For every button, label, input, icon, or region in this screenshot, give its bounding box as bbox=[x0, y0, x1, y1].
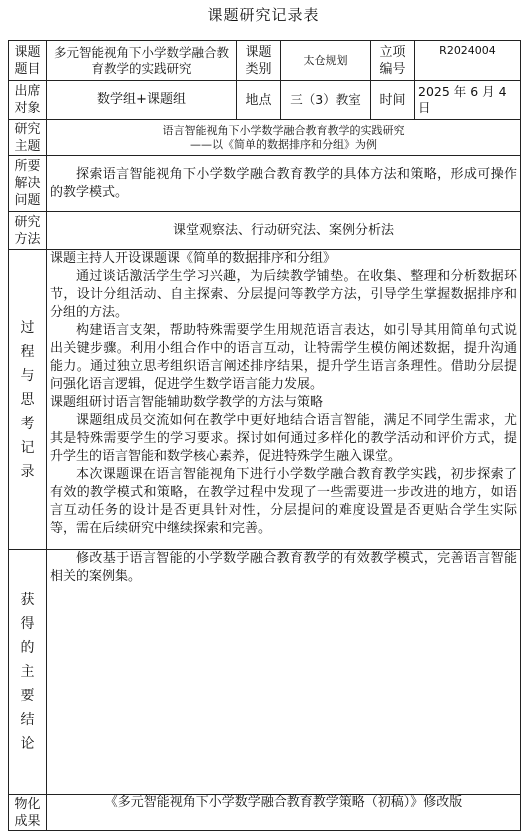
topic-value: 多元智能视角下小学数学融合教育教学的实践研究 bbox=[47, 41, 237, 81]
record-table bbox=[8, 40, 521, 831]
process-paragraph-1: 通过谈话激活学生学习兴趣，为后续教学铺垫。在收集、整理和分析数据环节，设计分组活动、自主探索、分层提问等教学方法，引导学生掌握数据排序和分组的方法。 bbox=[50, 269, 517, 320]
process-paragraph-2: 构建语言支架，帮助特殊需要学生用规范语言表达，如引导其用简单句式说出关键步骤。利用小组合作中的语言互动，让特需学生模仿阐述数据，提升沟通能力。通过独立思考组织语言阐述排序结果，提升学生语言条理性。借助分层提问强化语言逻辑，促进学生数学语言能力发展。 bbox=[50, 323, 517, 392]
conclusion-value: 修改基于语言智能的小学数学融合教育教学的有效教学模式，完善语言智能相关的案例集。 bbox=[47, 550, 521, 795]
conclusion-label: 获得的主要结论 bbox=[9, 550, 47, 795]
theme-value bbox=[47, 120, 521, 156]
output-row bbox=[9, 795, 521, 831]
process-paragraph-4: 本次课题课在语言智能视角下进行小学数学融合教育教学实践，初步探索了有效的教学模式和策略，在教学过程中发现了一些需要进一步改进的地方，如语言互动任务的设计是否更具针对性，分层提问的难度设置是否更贴合学生实际等，需在后续研究中继续探索和完善。 bbox=[50, 467, 517, 536]
theme-label: 研究主题 bbox=[9, 120, 47, 156]
theme-line-2: ——以《简单的数据排序和分组》为例 bbox=[190, 137, 377, 151]
process-heading-2: 课题组研讨语言智能辅助数学教学的方法与策略 bbox=[50, 395, 324, 410]
method-row bbox=[9, 212, 521, 250]
place-value: 三（3）教室 bbox=[281, 81, 371, 120]
category-value: 太仓规划 bbox=[281, 41, 371, 81]
process-paragraph-3: 课题组成员交流如何在教学中更好地结合语言智能，满足不同学生需求，尤其是特殊需要学生的学习要求。探讨如何通过多样化的教学活动和评价方式，提升学生的语言智能和数学核心素养，促进特殊学生融入课堂。 bbox=[50, 413, 517, 464]
method-value: 课堂观察法、行动研究法、案例分析法 bbox=[47, 212, 521, 250]
attendees-label: 出席对象 bbox=[9, 81, 47, 120]
topic-label: 课题题目 bbox=[9, 41, 47, 81]
problem-value: 探索语言智能视角下小学数学融合教育教学的具体方法和策略，形成可操作的教学模式。 bbox=[47, 156, 521, 212]
conclusion-row bbox=[9, 550, 521, 795]
time-value: 2025 年 6 月 4 日 bbox=[415, 81, 521, 120]
output-label: 物化成果 bbox=[9, 795, 47, 831]
theme-row bbox=[9, 120, 521, 156]
problem-label: 所要解决问题 bbox=[9, 156, 47, 212]
time-label: 时间 bbox=[371, 81, 415, 120]
project-no-value: R2024004 bbox=[415, 41, 521, 81]
process-value bbox=[47, 250, 521, 550]
category-label: 课题类别 bbox=[237, 41, 281, 81]
process-row bbox=[9, 250, 521, 550]
page-title: 课题研究记录表 bbox=[207, 6, 320, 24]
process-heading-1: 课题主持人开设课题课《简单的数据排序和分组》 bbox=[50, 251, 337, 266]
problem-row bbox=[9, 156, 521, 212]
attendees-row bbox=[9, 81, 521, 120]
theme-line-1: 语言智能视角下小学数学融合教育教学的实践研究 bbox=[162, 123, 405, 137]
method-label: 研究方法 bbox=[9, 212, 47, 250]
process-label: 过程与思考记录 bbox=[9, 250, 47, 550]
attendees-value: 数学组+课题组 bbox=[47, 81, 237, 120]
project-no-label: 立项编号 bbox=[371, 41, 415, 81]
topic-row bbox=[9, 41, 521, 81]
output-value: 《多元智能视角下小学数学融合教育教学策略（初稿）》修改版 bbox=[47, 795, 521, 831]
place-label: 地点 bbox=[237, 81, 281, 120]
